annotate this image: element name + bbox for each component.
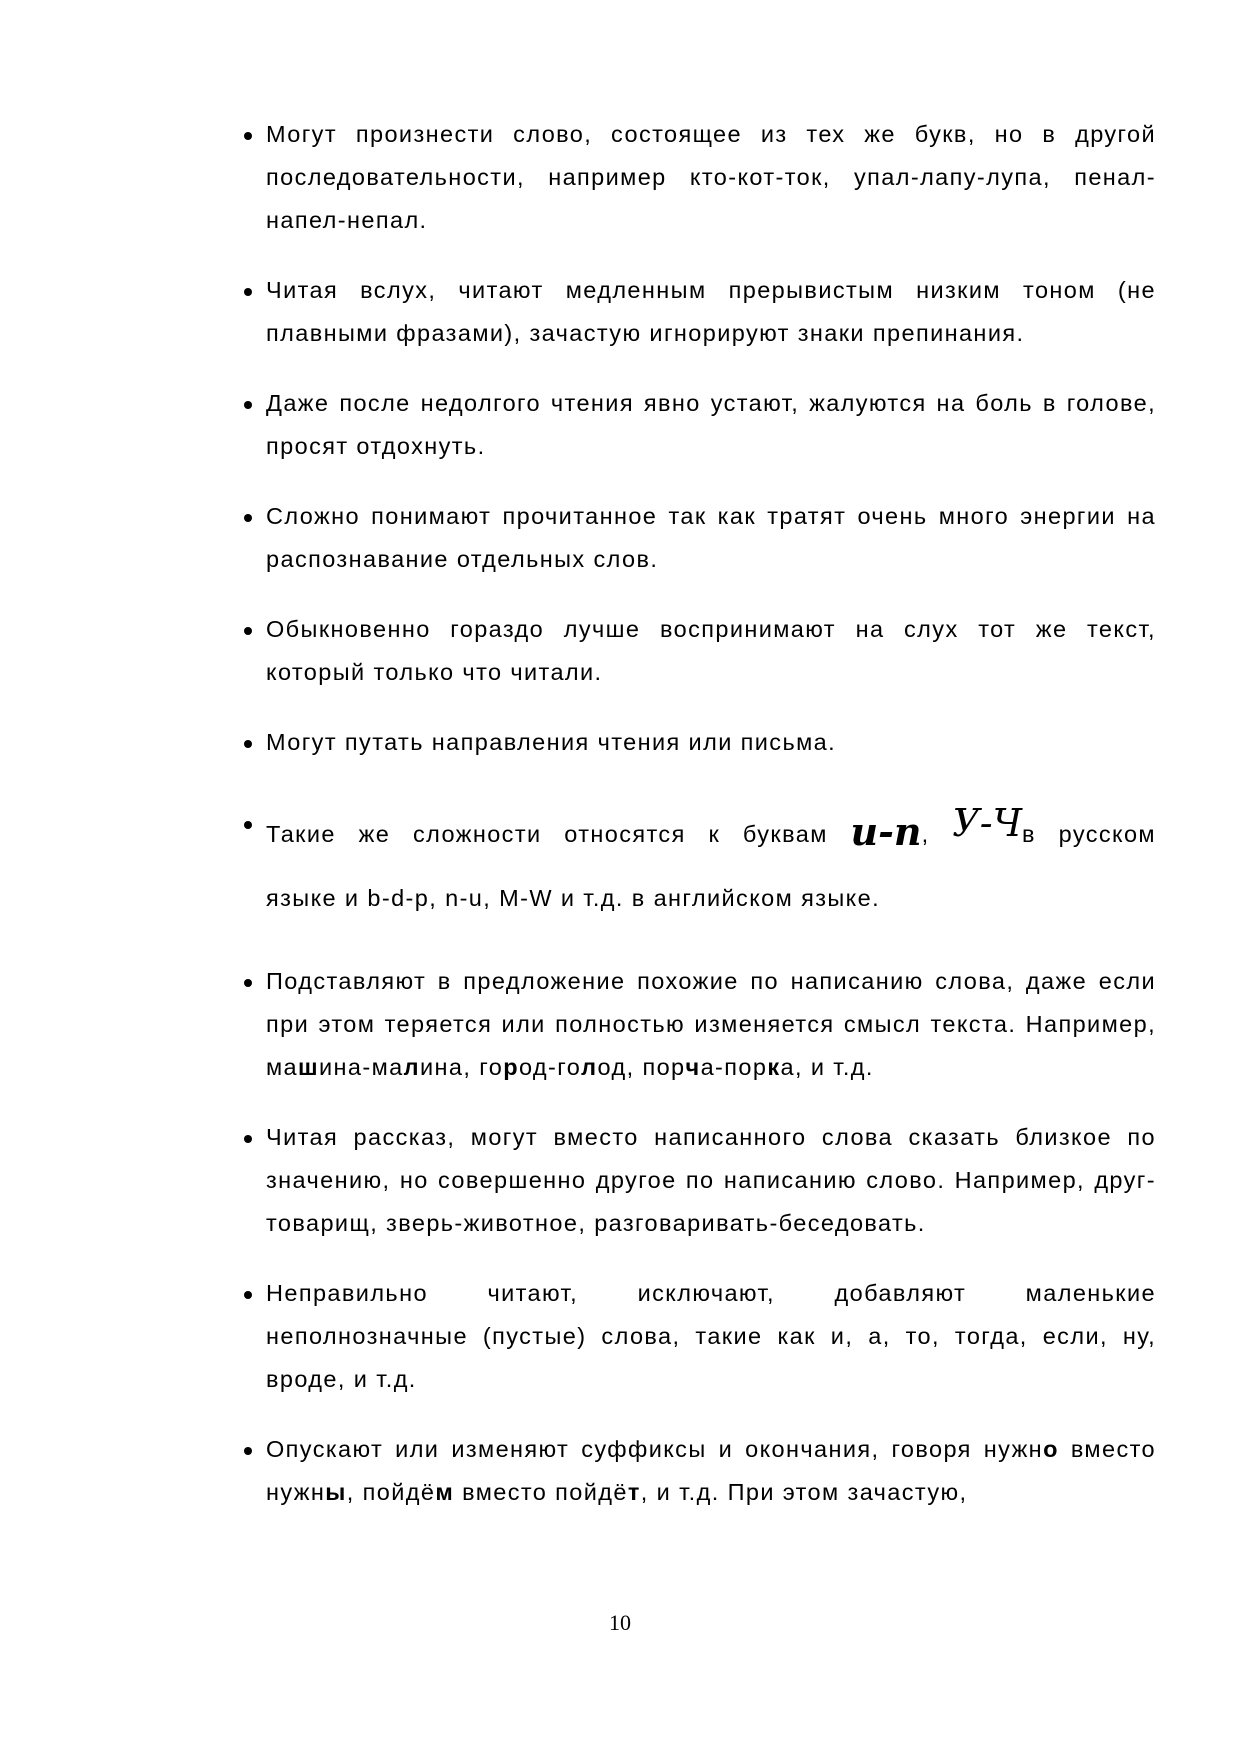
list-item-text — [266, 1428, 1156, 1514]
highlight-letter: ы — [325, 1479, 347, 1505]
text-part: , и т.д. При этом зачастую, — [640, 1479, 968, 1505]
list-item-text-line-2: языке и b-d-p, n-u, M-W и т.д. в английском языке. — [266, 885, 881, 911]
cursive-letters-i-p: и-п — [850, 809, 922, 854]
list-item — [266, 960, 1156, 1089]
list-item-text: Даже после недолгого чтения явно устают, жалуются на боль в голове, просят отдохнуть. — [266, 390, 1156, 459]
list-item-text: Сложно понимают прочитанное так как тратят очень много энергии на распознавание отдельных слов. — [266, 503, 1156, 572]
text-part: Опускают или изменяют суффиксы и окончания, говоря нужн — [266, 1436, 1044, 1462]
bullet-icon — [238, 495, 258, 538]
bullet-icon — [238, 608, 258, 651]
list-item — [266, 113, 1156, 242]
list-item — [266, 1428, 1156, 1514]
highlight-letter: м — [435, 1479, 455, 1505]
list-item-text — [266, 960, 1156, 1089]
bullet-icon — [238, 1428, 258, 1471]
bullet-icon — [238, 721, 258, 764]
highlight-letter: л — [581, 1054, 598, 1080]
bullet-icon — [238, 960, 258, 1003]
bullet-icon — [238, 269, 258, 312]
bullet-list — [266, 113, 1156, 1541]
list-item-text: Читая вслух, читают медленным прерывистым низким тоном (не плавными фразами), зачастую игнорируют знаки препинания. — [266, 277, 1156, 346]
bullet-icon — [238, 1116, 258, 1159]
text-part: ина-ма — [319, 1054, 404, 1080]
bullet-icon — [238, 113, 258, 156]
list-item-text: Могут произнести слово, состоящее из тех же букв, но в другой последовательности, например кто-кот-ток, упал-лапу-лупа, пенал-напел-непал. — [266, 121, 1156, 233]
letters-prefix: Такие же сложности относятся к буквам — [266, 821, 828, 847]
list-item-text — [266, 791, 1156, 866]
text-part: Подставляют в предложение похожие по написанию слова, даже если при этом теряется или полностью изменяется смысл текста. Например, ма — [266, 968, 1156, 1080]
list-item — [266, 1272, 1156, 1401]
list-item — [266, 721, 1156, 764]
list-item — [266, 495, 1156, 581]
list-item-text: Обыкновенно гораздо лучше воспринимают на слух тот же текст, который только что читали. — [266, 616, 1156, 685]
text-part: вместо пойдё — [454, 1479, 628, 1505]
highlight-letter: л — [403, 1054, 421, 1080]
bullet-icon — [238, 1272, 258, 1315]
highlight-letter: т — [627, 1479, 641, 1505]
text-part: од-го — [518, 1054, 582, 1080]
bullet-icon — [238, 791, 258, 855]
list-item — [266, 1116, 1156, 1245]
text-part: а, и т.д. — [780, 1054, 874, 1080]
highlight-letter: о — [1043, 1436, 1059, 1462]
cursive-letters-u-ch: У-Ч — [952, 801, 1022, 845]
letters-after-script: в русском — [1021, 821, 1156, 847]
list-item-letters — [266, 791, 1156, 930]
list-item — [266, 269, 1156, 355]
text-part: ина, го — [420, 1054, 504, 1080]
list-item-text: Читая рассказ, могут вместо написанного слова сказать близкое по значению, но совершенно другое по написанию слово. Например, друг-товарищ, зверь-животное, разговаривать-беседовать. — [266, 1124, 1156, 1236]
bullet-icon — [238, 382, 258, 425]
text-part: , пойдё — [346, 1479, 436, 1505]
text-part: од, пор — [597, 1054, 686, 1080]
highlight-letter: к — [767, 1054, 781, 1080]
highlight-letter: ш — [298, 1054, 320, 1080]
text-part: вместо нужн — [266, 1436, 1156, 1505]
list-item — [266, 382, 1156, 468]
page-number: 10 — [609, 1610, 631, 1635]
highlight-letter: р — [503, 1054, 519, 1080]
list-item-text: Могут путать направления чтения или письма. — [266, 729, 837, 755]
comma: , — [921, 821, 930, 847]
list-item — [266, 608, 1156, 694]
highlight-letter: ч — [685, 1054, 701, 1080]
text-part: а-пор — [700, 1054, 768, 1080]
list-item-text: Неправильно читают, исключают, добавляют маленькие неполнозначные (пустые) слова, такие как и, а, то, тогда, если, ну, вроде, и т.д. — [266, 1280, 1156, 1392]
